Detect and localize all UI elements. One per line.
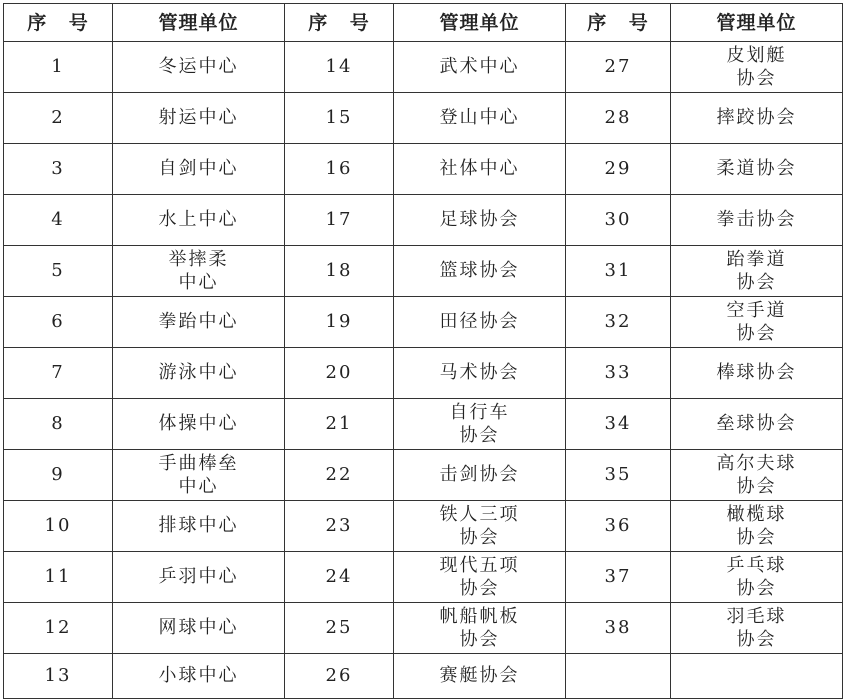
column-header-unit: 管理单位 (394, 4, 566, 42)
unit-cell (113, 654, 285, 699)
column-header-unit: 管理单位 (113, 4, 285, 42)
seq-cell: 36 (566, 501, 671, 552)
seq-cell: 8 (4, 399, 113, 450)
unit-name: 羽毛球协会 (726, 605, 787, 650)
unit-cell (671, 450, 843, 501)
unit-name: 柔道协会 (716, 158, 797, 179)
unit-name: 拳跆中心 (158, 311, 239, 332)
seq-cell: 24 (285, 552, 394, 603)
unit-name: 空手道协会 (726, 299, 787, 344)
unit-name: 篮球协会 (439, 260, 520, 281)
unit-name: 自行车协会 (449, 401, 510, 446)
seq-cell: 14 (285, 42, 394, 93)
unit-cell (671, 348, 843, 399)
seq-cell: 22 (285, 450, 394, 501)
unit-cell (113, 552, 285, 603)
unit-cell (671, 501, 843, 552)
unit-name: 击剑协会 (439, 464, 520, 485)
unit-cell (671, 297, 843, 348)
table-row (4, 654, 843, 699)
seq-cell: 19 (285, 297, 394, 348)
unit-cell (394, 399, 566, 450)
seq-cell (566, 654, 671, 699)
seq-cell: 33 (566, 348, 671, 399)
unit-cell (394, 501, 566, 552)
unit-cell (394, 297, 566, 348)
unit-name: 网球中心 (158, 617, 239, 638)
column-header-seq: 序 号 (566, 4, 671, 42)
seq-cell: 5 (4, 246, 113, 297)
unit-name: 武术中心 (439, 56, 520, 77)
unit-cell (113, 144, 285, 195)
unit-cell (671, 552, 843, 603)
seq-cell: 27 (566, 42, 671, 93)
seq-cell: 32 (566, 297, 671, 348)
seq-cell: 23 (285, 501, 394, 552)
unit-name: 乒乓球协会 (726, 554, 787, 599)
table-row (4, 603, 843, 654)
table-row (4, 450, 843, 501)
table-row (4, 348, 843, 399)
unit-cell (394, 93, 566, 144)
column-header-seq: 序 号 (285, 4, 394, 42)
unit-cell (671, 246, 843, 297)
seq-cell: 29 (566, 144, 671, 195)
unit-cell (394, 552, 566, 603)
unit-cell (671, 195, 843, 246)
unit-cell (394, 348, 566, 399)
unit-name: 垒球协会 (716, 413, 797, 434)
unit-cell (394, 654, 566, 699)
table-header-row (4, 4, 843, 42)
seq-cell: 12 (4, 603, 113, 654)
unit-cell (113, 93, 285, 144)
unit-cell (394, 144, 566, 195)
unit-name: 足球协会 (439, 209, 520, 230)
unit-name: 游泳中心 (158, 362, 239, 383)
management-units-table (3, 3, 843, 699)
seq-cell: 25 (285, 603, 394, 654)
unit-cell (113, 399, 285, 450)
unit-name: 冬运中心 (158, 56, 239, 77)
unit-cell (113, 348, 285, 399)
seq-cell: 34 (566, 399, 671, 450)
table-body (4, 42, 843, 699)
unit-cell (113, 501, 285, 552)
seq-cell: 35 (566, 450, 671, 501)
column-header-seq: 序 号 (4, 4, 113, 42)
unit-cell (394, 450, 566, 501)
seq-cell: 10 (4, 501, 113, 552)
unit-cell (671, 399, 843, 450)
unit-cell (394, 246, 566, 297)
table-row (4, 552, 843, 603)
unit-cell (394, 42, 566, 93)
unit-cell (113, 246, 285, 297)
unit-name: 自剑中心 (158, 158, 239, 179)
unit-name: 射运中心 (158, 107, 239, 128)
unit-cell (113, 603, 285, 654)
seq-cell: 15 (285, 93, 394, 144)
seq-cell: 11 (4, 552, 113, 603)
table-row (4, 42, 843, 93)
unit-name: 水上中心 (158, 209, 239, 230)
unit-name: 小球中心 (158, 665, 239, 686)
unit-name: 棒球协会 (716, 362, 797, 383)
seq-cell: 3 (4, 144, 113, 195)
unit-name: 橄榄球协会 (726, 503, 787, 548)
unit-name: 手曲棒垒中心 (158, 452, 239, 497)
column-header-unit: 管理单位 (671, 4, 843, 42)
unit-name: 赛艇协会 (439, 665, 520, 686)
unit-name: 摔跤协会 (716, 107, 797, 128)
table-row (4, 93, 843, 144)
seq-cell: 31 (566, 246, 671, 297)
table-row (4, 195, 843, 246)
seq-cell: 13 (4, 654, 113, 699)
unit-name: 体操中心 (158, 413, 239, 434)
unit-name: 举摔柔中心 (168, 248, 229, 293)
unit-cell (394, 603, 566, 654)
unit-name: 跆拳道协会 (726, 248, 787, 293)
seq-cell: 16 (285, 144, 394, 195)
seq-cell: 26 (285, 654, 394, 699)
unit-cell (671, 654, 843, 699)
unit-cell (671, 603, 843, 654)
seq-cell: 21 (285, 399, 394, 450)
table-row (4, 144, 843, 195)
seq-cell: 37 (566, 552, 671, 603)
seq-cell: 20 (285, 348, 394, 399)
unit-name: 登山中心 (439, 107, 520, 128)
seq-cell: 1 (4, 42, 113, 93)
unit-cell (671, 144, 843, 195)
unit-cell (394, 195, 566, 246)
seq-cell: 28 (566, 93, 671, 144)
unit-cell (671, 42, 843, 93)
unit-cell (113, 297, 285, 348)
unit-name: 皮划艇协会 (726, 44, 787, 89)
unit-name: 乒羽中心 (158, 566, 239, 587)
seq-cell: 38 (566, 603, 671, 654)
seq-cell: 9 (4, 450, 113, 501)
unit-cell (113, 42, 285, 93)
seq-cell: 6 (4, 297, 113, 348)
unit-cell (113, 450, 285, 501)
unit-name: 拳击协会 (716, 209, 797, 230)
unit-name: 社体中心 (439, 158, 520, 179)
unit-name: 帆船帆板协会 (439, 605, 520, 650)
table-row (4, 297, 843, 348)
seq-cell: 4 (4, 195, 113, 246)
seq-cell: 30 (566, 195, 671, 246)
seq-cell: 2 (4, 93, 113, 144)
seq-cell: 18 (285, 246, 394, 297)
unit-name: 马术协会 (439, 362, 520, 383)
unit-name: 现代五项协会 (439, 554, 520, 599)
unit-name: 高尔夫球协会 (716, 452, 797, 497)
seq-cell: 7 (4, 348, 113, 399)
unit-name: 田径协会 (439, 311, 520, 332)
table-row (4, 501, 843, 552)
table-row (4, 246, 843, 297)
table-row (4, 399, 843, 450)
unit-cell (113, 195, 285, 246)
unit-cell (671, 93, 843, 144)
unit-name: 铁人三项协会 (439, 503, 520, 548)
seq-cell: 17 (285, 195, 394, 246)
unit-name: 排球中心 (158, 515, 239, 536)
